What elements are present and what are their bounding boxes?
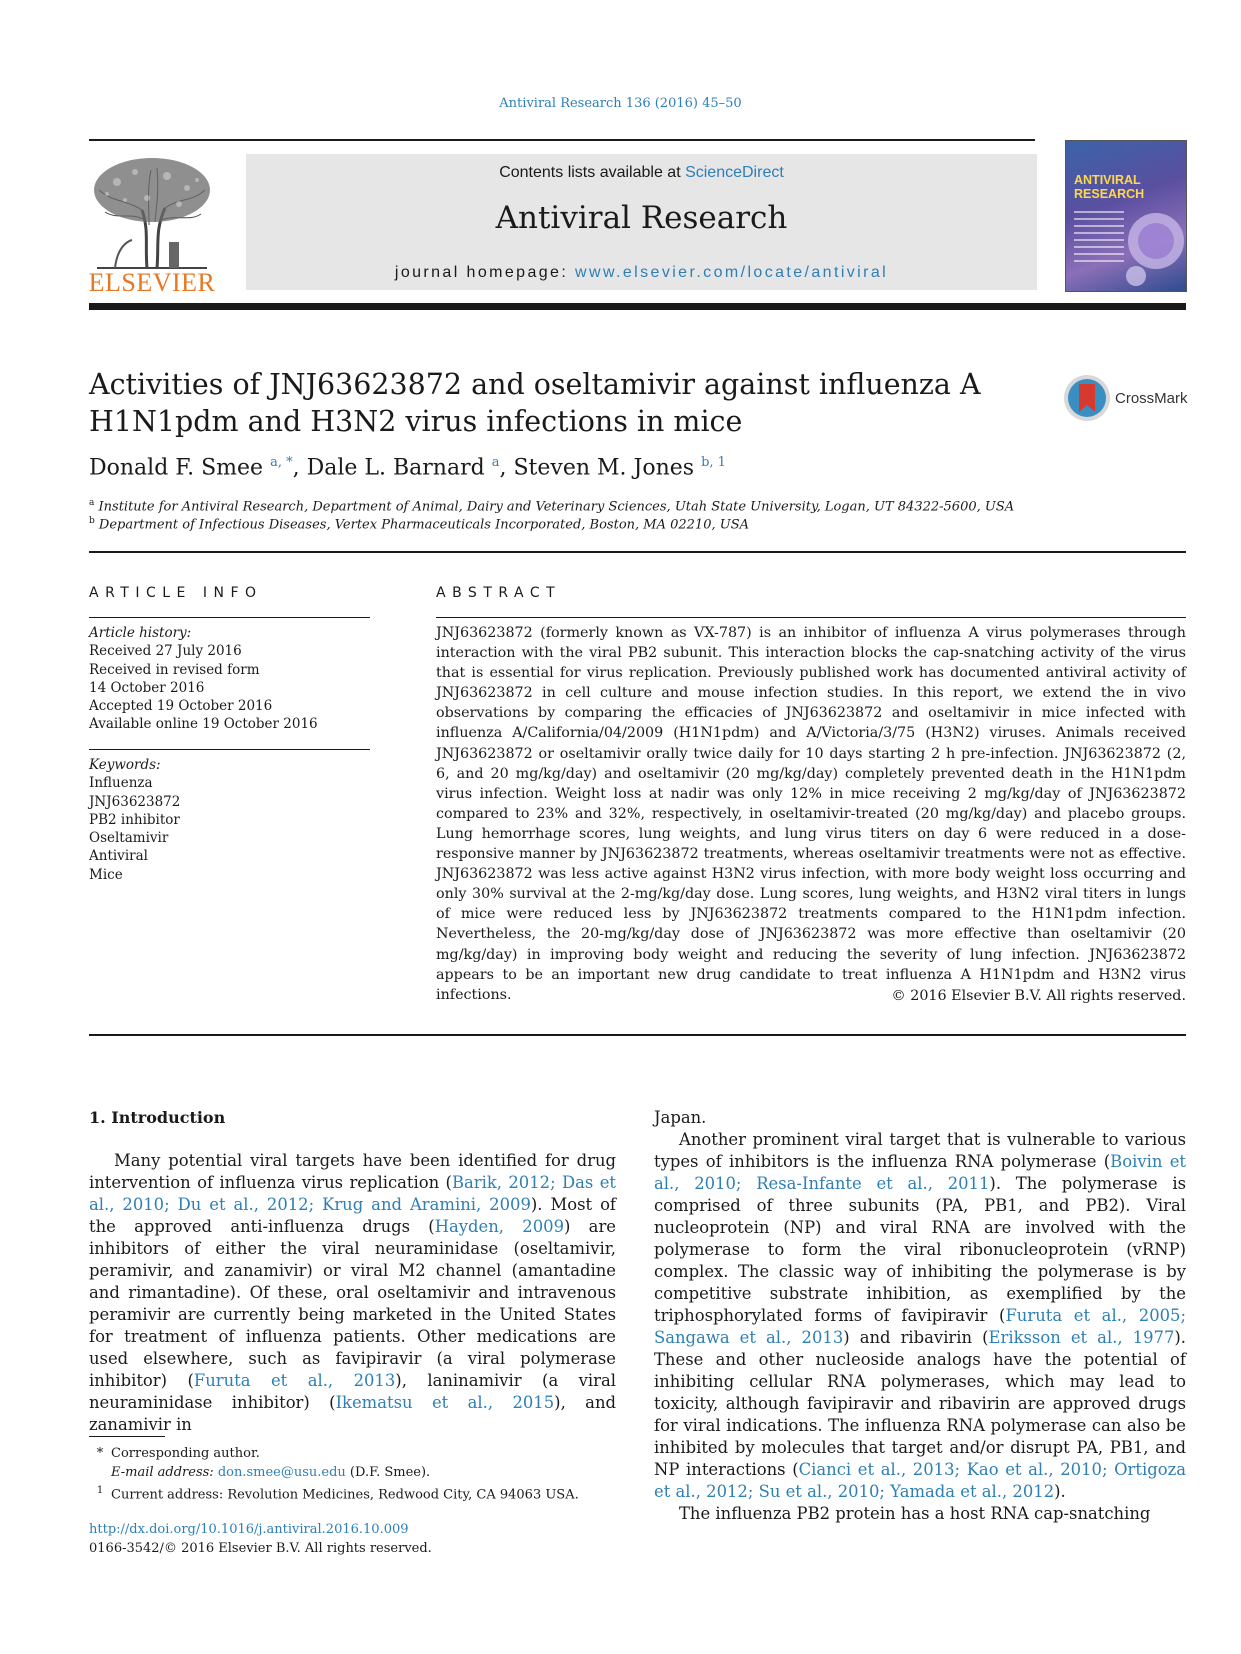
- divider: [89, 551, 1186, 553]
- homepage-prefix: journal homepage:: [394, 264, 576, 281]
- keyword: Antiviral: [89, 848, 148, 865]
- history-label: Article history:: [89, 625, 192, 641]
- keyword: Mice: [89, 866, 123, 883]
- paragraph-continuation: Japan.: [654, 1108, 707, 1127]
- footnote-email: E-mail address: don.smee@usu.edu (D.F. Smee).: [111, 1464, 431, 1480]
- affiliation-text: Institute for Antiviral Research, Department of Animal, Dairy and Veterinary Sciences, Utah State University, Logan, UT 84322-5600, USA: [98, 499, 1015, 515]
- citation-link[interactable]: Furuta et al., 2013: [193, 1371, 396, 1390]
- history-item: Received in revised form: [89, 661, 260, 678]
- article-title: [89, 366, 989, 440]
- cover-title: ANTIVIRAL RESEARCH: [1074, 173, 1145, 201]
- elsevier-wordmark: ELSEVIER: [88, 268, 216, 297]
- citation-link[interactable]: Furuta et al., 2005; Sangawa et al., 2013: [654, 1306, 1186, 1347]
- title-line-2: H1N1pdm and H3N2 virus infections in mice: [89, 405, 743, 438]
- journal-citation[interactable]: Antiviral Research 136 (2016) 45–50: [499, 96, 742, 111]
- author-affil-marks[interactable]: a, *: [270, 455, 293, 470]
- crossmark-icon: [1063, 374, 1113, 424]
- footnote-corresponding: * Corresponding author.: [96, 1446, 260, 1461]
- divider: [89, 749, 370, 750]
- intro-paragraph-2: Another prominent viral target that is vulnerable to various types of inhibitors is the influenza RNA polymerase (Boivin et al., 2010; Resa-Infante et al., 2011). The polymerase is comprised of three subunits (PA, PB1, and PB2). Viral nucleoprotein (NP) and viral RNA are involved with the polymerase to form the viral ribonucleoprotein (vRNP) complex. The classic way of inhibiting the polymerase is by competitive substrate inhibition, as exemplified by the triphosphorylated forms of favipiravir (Furuta et al., 2005; Sangawa et al., 2013) and ribavirin (Eriksson et al., 1977). These and other nucleoside analogs have the potential of inhibiting cellular RNA polymerases, which may lead to toxicity, although favipiravir and ribavirin are approved drugs for viral indications. The influenza RNA polymerase can also be inhibited by molecules that target and/or disrupt PA, PB1, and NP interactions (Cianci et al., 2013; Kao et al., 2010; Ortigoza et al., 2012; Su et al., 2010; Yamada et al., 2012).: [654, 1130, 1186, 1501]
- citation-link[interactable]: Boivin et al., 2010; Resa-Infante et al., 2011: [654, 1152, 1186, 1193]
- history-item: Available online 19 October 2016: [89, 716, 318, 733]
- affiliation-a: [89, 498, 1014, 514]
- history-item: Accepted 19 October 2016: [89, 698, 273, 715]
- top-divider: [89, 139, 1035, 141]
- author-name: Donald F. Smee: [89, 455, 264, 481]
- sciencedirect-link[interactable]: ScienceDirect: [685, 164, 784, 181]
- contents-line: [246, 164, 1037, 182]
- affiliation-mark: a: [89, 498, 95, 508]
- crossmark-label: CrossMark: [1115, 390, 1188, 407]
- author-name: Dale L. Barnard: [306, 455, 485, 481]
- history-item: Received 27 July 2016: [89, 643, 242, 660]
- intro-paragraph-3: The influenza PB2 protein has a host RNA cap-snatching: [679, 1504, 1151, 1523]
- citation-link[interactable]: Barik, 2012; Das et al., 2010; Du et al., 2012; Krug and Aramini, 2009: [89, 1173, 617, 1214]
- author-affil-marks[interactable]: a: [491, 455, 500, 470]
- article-info-heading: ARTICLE INFO: [89, 585, 263, 601]
- homepage-line: [246, 264, 1037, 282]
- crossmark-badge[interactable]: [1063, 374, 1187, 424]
- keyword: PB2 inhibitor: [89, 811, 180, 828]
- divider: [89, 1034, 1186, 1036]
- footnote-current-address: 1 Current address: Revolution Medicines, Redwood City, CA 94063 USA.: [96, 1485, 579, 1503]
- author-list: Donald F. Smee $^{a, *}$, Dale L. Barnard $^a$, Steven M. Jones $^{b, 1}$: [89, 455, 726, 481]
- contents-prefix: Contents lists available at: [499, 164, 686, 181]
- keywords-list: [89, 756, 180, 884]
- citation-link[interactable]: Hayden, 2009: [434, 1217, 564, 1236]
- header-thick-divider: [89, 303, 1186, 310]
- affiliation-b: [89, 516, 749, 532]
- keyword: JNJ63623872: [89, 793, 181, 810]
- author-affil-marks[interactable]: b, 1: [701, 455, 726, 470]
- title-line-1: Activities of JNJ63623872 and oseltamivir against influenza A: [89, 368, 981, 401]
- intro-paragraph-1: Many potential viral targets have been identified for drug intervention of influenza virus replication (Barik, 2012; Das et al., 2010; Du et al., 2012; Krug and Aramini, 2009). Most of the approved anti-influenza drugs (Hayden, 2009) are inhibitors of either the viral neuraminidase (oseltamivir, peramivir, and zanamivir) or viral M2 channel (amantadine and rimantadine). Of these, oral oseltamivir and intravenous peramivir are currently being marketed in the United States for treatment of influenza patients. Other medications are used elsewhere, such as favipiravir (a viral polymerase inhibitor) (Furuta et al., 2013), laninamivir (a viral neuraminidase inhibitor) (Ikematsu et al., 2015), and zanamivir in: [89, 1151, 617, 1434]
- keywords-label: Keywords:: [89, 757, 161, 773]
- email-link[interactable]: don.smee@usu.edu: [217, 1464, 346, 1480]
- citation-link[interactable]: Ikematsu et al., 2015: [335, 1393, 555, 1412]
- homepage-link[interactable]: www.elsevier.com/locate/antiviral: [575, 264, 889, 281]
- doi-link[interactable]: http://dx.doi.org/10.1016/j.antiviral.2016.10.009: [89, 1522, 409, 1537]
- journal-name: Antiviral Research: [495, 200, 788, 236]
- divider: [436, 617, 1186, 618]
- intro-right-column: [654, 1107, 1186, 1525]
- abstract-heading: ABSTRACT: [436, 585, 562, 601]
- author-name: Steven M. Jones: [513, 455, 695, 481]
- article-history: [89, 624, 318, 734]
- keyword: Oseltamivir: [89, 830, 169, 847]
- intro-left-column: [89, 1150, 616, 1436]
- citation-link[interactable]: Cianci et al., 2013; Kao et al., 2010; Ortigoza et al., 2012; Su et al., 2010; Yamada et al., 2012: [654, 1460, 1186, 1501]
- affiliation-text: Department of Infectious Diseases, Vertex Pharmaceuticals Incorporated, Boston, MA 02210, USA: [98, 517, 749, 533]
- abstract-text: JNJ63623872 (formerly known as VX-787) is an inhibitor of influenza A virus polymerases through interaction with the viral PB2 subunit. This interaction blocks the cap-snatching activity of the virus that is essential for virus replication. Previously published work has documented antiviral activity of JNJ63623872 in cell culture and mouse infection studies. In this report, we extend the in vivo observations by comparing the efficacies of JNJ63623872 and oseltamivir in mice infected with influenza A/California/04/2009 (H1N1pdm) and A/Victoria/3/75 (H3N2) viruses. Animals received JNJ63623872 or oseltamivir orally twice daily for 10 days starting 2 h pre-infection. JNJ63623872 (2, 6, and 20 mg/kg/day) and oseltamivir (20 mg/kg/day) completely prevented death in the H1N1pdm virus infection. Weight loss at nadir was only 12% in mice receiving 2 mg/kg/day of JNJ63623872 compared to 23% and 32%, respectively, in oseltamivir-treated (20 mg/kg/day) and placebo groups. Lung hemorrhage scores, lung weights, and lung virus titers on day 6 were reduced in a dose-responsive manner by JNJ63623872 treatments, whereas oseltamivir treatments were not as effective. JNJ63623872 was less active against H3N2 virus infection, with more body weight loss occurring and only 30% survival at the 2-mg/kg/day dose. Lung scores, lung weights, and H3N2 viral titers in lungs of mice were reduced less by JNJ63623872 treatments compared to the H1N1pdm infection. Nevertheless, the 20-mg/kg/day dose of JNJ63623872 was more effective than oseltamivir (20 mg/kg/day) in improving body weight and reducing the severity of lung infection. JNJ63623872 appears to be an important new drug candidate to treat influenza A H1N1pdm and H3N2 virus infections.: [436, 625, 1186, 1003]
- virus-illustration-icon: [1116, 201, 1186, 291]
- history-item: 14 October 2016: [89, 679, 205, 696]
- journal-banner: [246, 154, 1037, 290]
- citation-link[interactable]: Eriksson et al., 1977: [988, 1328, 1175, 1347]
- footnote-divider: [89, 1436, 165, 1437]
- section-heading-introduction: 1. Introduction: [89, 1108, 226, 1127]
- journal-cover-image: [1065, 140, 1187, 292]
- divider: [89, 617, 370, 618]
- abstract-copyright: © 2016 Elsevier B.V. All rights reserved.: [891, 988, 1186, 1004]
- affiliation-mark: b: [89, 516, 95, 526]
- issn-line: 0166-3542/© 2016 Elsevier B.V. All rights reserved.: [89, 1541, 432, 1556]
- footnotes: [89, 1445, 579, 1505]
- keyword: Influenza: [89, 775, 153, 792]
